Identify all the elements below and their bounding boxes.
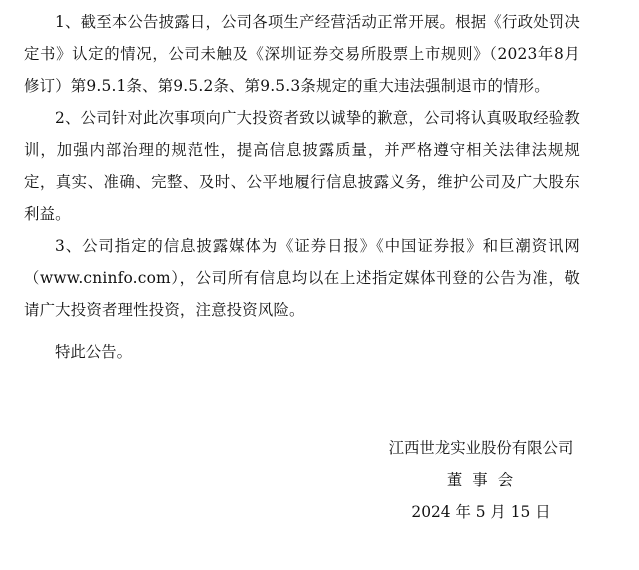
board-of-directors: 董事会 — [446, 471, 524, 489]
closing-statement: 特此公告。 — [55, 343, 132, 361]
paragraph-3: 3、公司指定的信息披露媒体为《证券日报》《中国证券报》和巨潮资讯网（www.cninfo.com），公司所有信息均以在上述指定媒体刊登的公告为准，敬请广大投资者理性投资，注意投资风险。 — [24, 237, 580, 319]
paragraph-1: 1、截至本公告披露日，公司各项生产经营活动正常开展。根据《行政处罚决定书》认定的情况，公司未触及《深圳证券交易所股票上市规则》（2023年8月修订）第9.5.1条、第9.5.2条、第9.5.3条规定的重大违法强制退市的情形。 — [24, 13, 580, 95]
signature-block — [384, 432, 578, 528]
company-name: 江西世龙实业股份有限公司 — [388, 439, 574, 457]
paragraph-2: 2、公司针对此次事项向广大投资者致以诚挚的歉意，公司将认真吸取经验教训，加强内部治理的规范性，提高信息披露质量，并严格遵守相关法律法规规定，真实、准确、完整、及时、公平地履行信息披露义务，维护公司及广大股东利益。 — [24, 109, 580, 223]
announcement-date: 2024 年 5 月 15 日 — [411, 503, 551, 521]
announcement-body — [24, 6, 580, 383]
